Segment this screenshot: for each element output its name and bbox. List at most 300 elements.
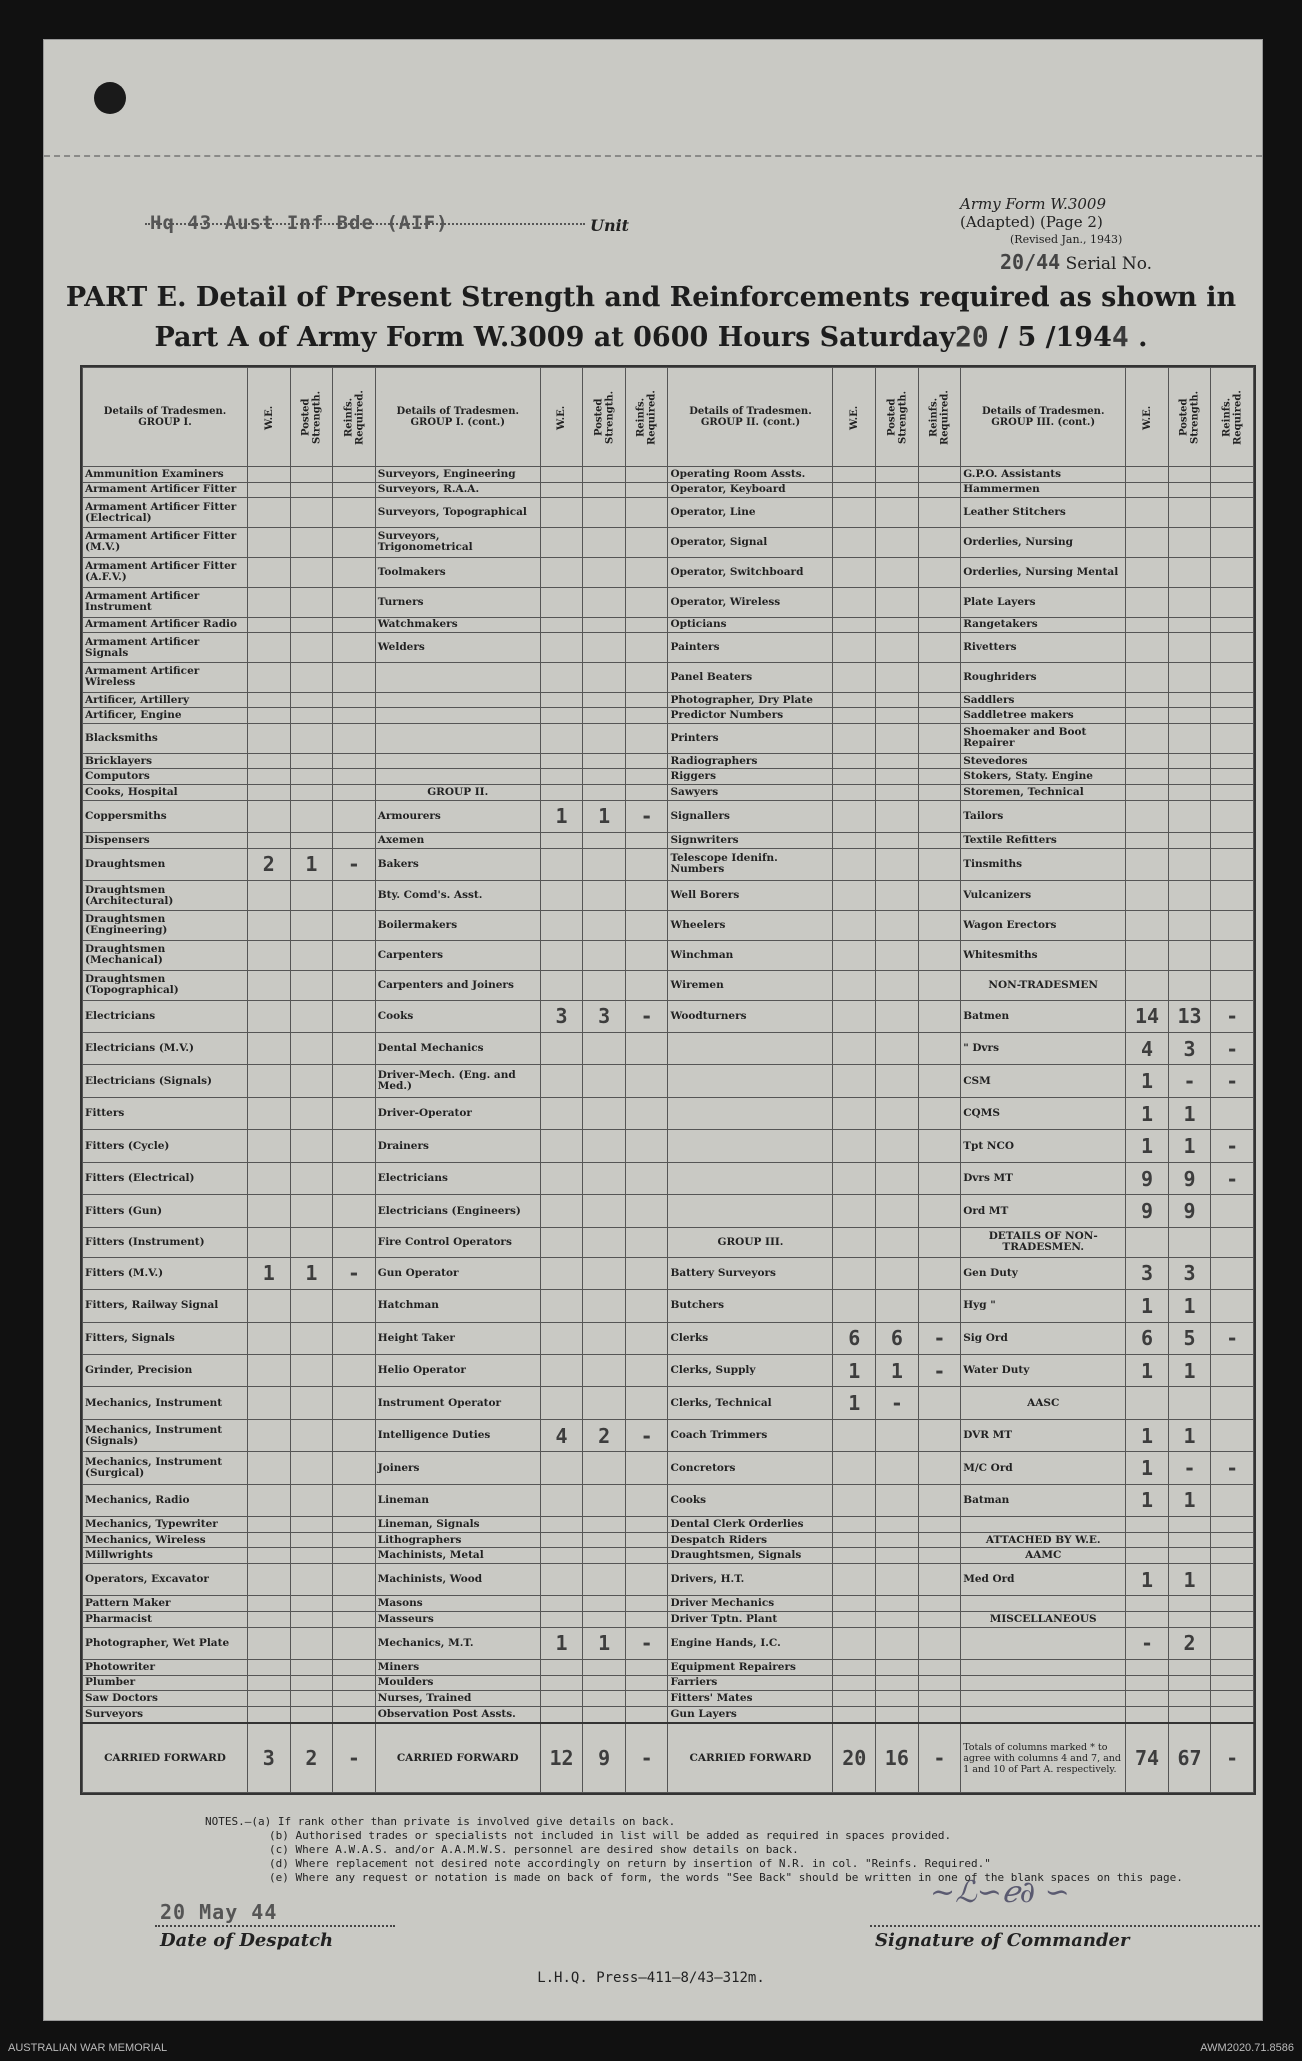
trade-name-g3c: Orderlies, Nursing Mental	[961, 557, 1126, 587]
cell-we	[833, 833, 876, 849]
cell-we	[1126, 1660, 1169, 1676]
cell-posted	[1168, 848, 1211, 880]
cell-we	[540, 833, 583, 849]
table-row	[83, 1195, 1254, 1227]
trade-name-g1: Computors	[83, 769, 248, 785]
trade-name-g1: Cooks, Hospital	[83, 785, 248, 801]
cell-we	[1126, 587, 1169, 617]
cell-reinfs	[918, 1563, 961, 1595]
cell-reinfs	[625, 708, 668, 724]
cell-posted	[876, 1611, 919, 1627]
cell-we	[833, 753, 876, 769]
cell-we	[540, 617, 583, 633]
cell-posted	[1168, 1290, 1211, 1322]
cell-reinfs	[1211, 800, 1254, 832]
form-identifier	[960, 195, 1220, 249]
cell-posted	[290, 1387, 333, 1419]
cell-we	[833, 1532, 876, 1548]
cell-posted	[583, 1660, 626, 1676]
cell-reinfs	[333, 467, 376, 483]
cell-we	[1126, 769, 1169, 785]
cell-we	[540, 753, 583, 769]
trade-name-g1: Operators, Excavator	[83, 1563, 248, 1595]
cf-g1-we: 3	[248, 1723, 291, 1793]
cell-posted	[876, 528, 919, 558]
signature-label: Signature of Commander	[875, 1930, 1130, 1951]
cell-reinfs	[625, 1611, 668, 1627]
printer-imprint: L.H.Q. Press—411—8/43—312m.	[537, 1970, 765, 1986]
trade-name-g1c: Boilermakers	[375, 910, 540, 940]
cell-reinfs	[625, 769, 668, 785]
cell-reinfs	[625, 482, 668, 498]
trade-name-g3c: Rivetters	[961, 633, 1126, 663]
cell-reinfs	[625, 1130, 668, 1162]
cell-we	[540, 1532, 583, 1548]
cell-posted	[290, 1517, 333, 1533]
strength-table	[80, 365, 1256, 1795]
form-revised: (Revised Jan., 1943)	[1010, 233, 1123, 246]
cell-value: 13	[1177, 1004, 1202, 1029]
cell-we	[248, 1419, 291, 1451]
trade-name-g1: Armament Artificer Wireless	[83, 663, 248, 693]
cell-we	[540, 1162, 583, 1194]
cell-posted	[876, 498, 919, 528]
trade-name-g1: Armament Artificer Fitter (Electrical)	[83, 498, 248, 528]
cell-reinfs	[333, 482, 376, 498]
cell-posted	[1168, 1452, 1211, 1484]
trade-name-g3c: Shoemaker and Boot Repairer	[961, 724, 1126, 754]
cell-posted	[876, 708, 919, 724]
note-e: (e) Where any request or notation is made on back of form, the words "See Back" should be written in one of the blank spaces on this page.	[269, 1871, 1183, 1884]
cell-we	[833, 1675, 876, 1691]
trade-name-g1c: Driver-Mech. (Eng. and Med.)	[375, 1065, 540, 1097]
cell-reinfs	[625, 1660, 668, 1676]
cell-reinfs	[1211, 1130, 1254, 1162]
cell-posted	[290, 1484, 333, 1516]
cell-we	[833, 633, 876, 663]
cell-reinfs	[625, 1195, 668, 1227]
cell-posted	[876, 1130, 919, 1162]
cell-posted	[876, 663, 919, 693]
trade-name-g2c: Concretors	[668, 1452, 833, 1484]
table-row	[83, 1162, 1254, 1194]
cell-posted	[1168, 1354, 1211, 1386]
trade-name-g1: Blacksmiths	[83, 724, 248, 754]
trade-name-g3c: Med Ord	[961, 1563, 1126, 1595]
trade-name-g3c: Plate Layers	[961, 587, 1126, 617]
cell-posted	[583, 1130, 626, 1162]
cell-reinfs	[333, 1517, 376, 1533]
table-row	[83, 633, 1254, 663]
table-row	[83, 848, 1254, 880]
cell-value: 1	[1140, 1456, 1154, 1481]
cell-reinfs	[333, 848, 376, 880]
cell-we	[248, 1563, 291, 1595]
cell-we	[248, 833, 291, 849]
cell-we	[248, 482, 291, 498]
cell-we	[833, 1548, 876, 1564]
serial-value: 20/44	[1000, 250, 1061, 274]
table-row	[83, 482, 1254, 498]
cell-value: -	[640, 1631, 653, 1656]
header-we: W.E.	[1126, 368, 1169, 467]
cell-reinfs	[625, 881, 668, 911]
cell-reinfs	[1211, 753, 1254, 769]
cell-reinfs	[1211, 1195, 1254, 1227]
trade-name-g1c: Bty. Comd's. Asst.	[375, 881, 540, 911]
cell-posted	[876, 1706, 919, 1723]
cell-posted	[583, 1452, 626, 1484]
trade-name-g2c: Equipment Repairers	[668, 1660, 833, 1676]
cell-value: 1	[1140, 1488, 1154, 1513]
cell-reinfs	[625, 1675, 668, 1691]
cell-reinfs	[625, 557, 668, 587]
cell-value: 1	[305, 1261, 318, 1286]
cell-posted	[1168, 1691, 1211, 1707]
cell-reinfs	[918, 482, 961, 498]
trade-name-g3c: Saddlers	[961, 692, 1126, 708]
cell-we	[1126, 1611, 1169, 1627]
cell-reinfs	[333, 769, 376, 785]
title-line-2-prefix: Part A of Army Form W.3009 at 0600 Hours Saturday	[154, 322, 956, 353]
table-row	[83, 1322, 1254, 1354]
cell-reinfs	[1211, 1452, 1254, 1484]
trade-name-g1: Armament Artificer Radio	[83, 617, 248, 633]
cell-posted	[876, 1452, 919, 1484]
cell-we	[833, 1033, 876, 1065]
cell-reinfs	[918, 1452, 961, 1484]
cell-we	[248, 881, 291, 911]
trade-name-g1: Pattern Maker	[83, 1596, 248, 1612]
cell-reinfs	[1211, 1660, 1254, 1676]
cf-g3-posted: 67	[1168, 1723, 1211, 1793]
cell-reinfs	[1211, 1596, 1254, 1612]
cell-posted	[583, 1354, 626, 1386]
cell-posted	[876, 970, 919, 1000]
trade-name-g2c: Wiremen	[668, 970, 833, 1000]
header-reinfs: Reinfs. Required.	[625, 368, 668, 467]
trade-name-g2c: Butchers	[668, 1290, 833, 1322]
cell-reinfs	[333, 1033, 376, 1065]
cell-reinfs	[1211, 1227, 1254, 1257]
trade-name-g1c	[375, 724, 540, 754]
cf-g2c-posted: 16	[876, 1723, 919, 1793]
cell-posted	[876, 753, 919, 769]
cell-we	[1126, 692, 1169, 708]
unit-label: Unit	[590, 216, 630, 235]
trade-name-g1c: Nurses, Trained	[375, 1691, 540, 1707]
cell-reinfs	[918, 1322, 961, 1354]
cell-posted	[1168, 528, 1211, 558]
cell-we	[248, 848, 291, 880]
cell-reinfs	[625, 785, 668, 801]
cell-posted	[1168, 1257, 1211, 1289]
cell-posted	[583, 785, 626, 801]
cell-reinfs	[625, 498, 668, 528]
cell-reinfs	[333, 1227, 376, 1257]
cell-value: -	[1226, 1456, 1239, 1481]
cell-value: 9	[1183, 1166, 1196, 1191]
trade-name-g1c: Surveyors, Trigonometrical	[375, 528, 540, 558]
cell-posted	[290, 1000, 333, 1032]
cell-posted	[1168, 1195, 1211, 1227]
cell-we	[833, 1611, 876, 1627]
cell-we	[833, 1065, 876, 1097]
trade-name-g1: Mechanics, Instrument (Surgical)	[83, 1452, 248, 1484]
cell-value: 1	[555, 1631, 568, 1656]
cell-reinfs	[918, 1033, 961, 1065]
header-posted: Posted Strength.	[1168, 368, 1211, 467]
cell-we	[1126, 663, 1169, 693]
cell-value: -	[1226, 1134, 1239, 1159]
cell-reinfs	[333, 1322, 376, 1354]
cf-g2c-reinfs: -	[918, 1723, 961, 1793]
cell-reinfs	[918, 1065, 961, 1097]
cell-posted	[876, 1290, 919, 1322]
cell-reinfs	[625, 1290, 668, 1322]
table-row	[83, 1227, 1254, 1257]
cell-we	[248, 587, 291, 617]
table-row	[83, 1290, 1254, 1322]
date-year-prefix: 194	[1055, 322, 1112, 353]
cell-we	[833, 557, 876, 587]
trade-name-g1c: Lithographers	[375, 1532, 540, 1548]
trade-name-g3c: G.P.O. Assistants	[961, 467, 1126, 483]
cell-value: -	[347, 1261, 360, 1286]
cell-we	[833, 708, 876, 724]
cell-value: 1	[1183, 1134, 1196, 1159]
cell-value: 1	[1140, 1293, 1154, 1318]
trade-name-g3c: AASC	[961, 1387, 1126, 1419]
perforation-line	[44, 155, 1262, 157]
cell-posted	[1168, 663, 1211, 693]
cell-posted	[583, 467, 626, 483]
cell-posted	[583, 557, 626, 587]
cell-posted	[876, 940, 919, 970]
table-row	[83, 1611, 1254, 1627]
cell-posted	[1168, 1097, 1211, 1129]
cell-we	[540, 482, 583, 498]
cell-posted	[290, 1675, 333, 1691]
trade-name-g1: Electricians (Signals)	[83, 1065, 248, 1097]
cell-we	[1126, 633, 1169, 663]
cell-we	[248, 557, 291, 587]
cell-posted	[1168, 1033, 1211, 1065]
cell-reinfs	[625, 1322, 668, 1354]
cell-reinfs	[333, 1627, 376, 1659]
cell-reinfs	[333, 587, 376, 617]
table-row	[83, 1691, 1254, 1707]
cell-posted	[876, 800, 919, 832]
trade-name-g1: Grinder, Precision	[83, 1354, 248, 1386]
cell-posted	[876, 1097, 919, 1129]
cell-reinfs	[1211, 708, 1254, 724]
trade-name-g2c: Riggers	[668, 769, 833, 785]
trade-name-g1: Armament Artificer Fitter (A.F.V.)	[83, 557, 248, 587]
cell-we	[1126, 1227, 1169, 1257]
cell-posted	[876, 1596, 919, 1612]
trade-name-g3c: Wagon Erectors	[961, 910, 1126, 940]
cell-posted	[583, 1322, 626, 1354]
cell-reinfs	[1211, 1097, 1254, 1129]
trade-name-g3c	[961, 1517, 1126, 1533]
cell-we	[540, 1322, 583, 1354]
trade-name-g1c: Electricians (Engineers)	[375, 1195, 540, 1227]
table-row	[83, 557, 1254, 587]
cell-posted	[290, 1290, 333, 1322]
cell-value: 3	[598, 1004, 611, 1029]
cell-reinfs	[333, 970, 376, 1000]
trade-name-g2c: Signallers	[668, 800, 833, 832]
cell-we	[833, 940, 876, 970]
cell-we	[1126, 848, 1169, 880]
cell-reinfs	[918, 1419, 961, 1451]
trade-name-g1c: Mechanics, M.T.	[375, 1627, 540, 1659]
trade-name-g3c: NON-TRADESMEN	[961, 970, 1126, 1000]
cell-posted	[290, 1033, 333, 1065]
cell-posted	[290, 724, 333, 754]
cell-posted	[583, 833, 626, 849]
trade-name-g1c: Intelligence Duties	[375, 1419, 540, 1451]
cell-we	[1126, 881, 1169, 911]
trade-name-g2c: Coach Trimmers	[668, 1419, 833, 1451]
cf-g1c-reinfs: -	[625, 1723, 668, 1793]
cell-reinfs	[1211, 970, 1254, 1000]
cell-posted	[290, 617, 333, 633]
trade-name-g3c: Tailors	[961, 800, 1126, 832]
cell-we	[540, 528, 583, 558]
cell-value: -	[933, 1326, 946, 1351]
cell-posted	[583, 1691, 626, 1707]
cell-posted	[290, 1354, 333, 1386]
cell-we	[1126, 1097, 1169, 1129]
cell-value: 1	[1183, 1567, 1196, 1592]
cell-we	[540, 1195, 583, 1227]
cell-we	[248, 1484, 291, 1516]
trade-name-g2c	[668, 1195, 833, 1227]
cell-we	[833, 1484, 876, 1516]
cell-we	[540, 1563, 583, 1595]
table-row	[83, 1660, 1254, 1676]
trade-name-g3c: Vulcanizers	[961, 881, 1126, 911]
table-row	[83, 1033, 1254, 1065]
cell-we	[1126, 1452, 1169, 1484]
trade-name-g1: Fitters	[83, 1097, 248, 1129]
cell-reinfs	[1211, 881, 1254, 911]
cell-reinfs	[918, 1675, 961, 1691]
table-row	[83, 769, 1254, 785]
cell-reinfs	[1211, 467, 1254, 483]
cell-value: -	[1226, 1004, 1239, 1029]
punch-hole	[94, 82, 126, 114]
table-row	[83, 724, 1254, 754]
cell-we	[833, 1000, 876, 1032]
cell-reinfs	[1211, 940, 1254, 970]
cell-posted	[583, 1065, 626, 1097]
table-row	[83, 1000, 1254, 1032]
header-reinfs: Reinfs. Required.	[1211, 368, 1254, 467]
trade-name-g3c: Orderlies, Nursing	[961, 528, 1126, 558]
carried-forward-row	[83, 1723, 1254, 1793]
cell-posted	[290, 1660, 333, 1676]
cell-value: -	[1226, 1069, 1239, 1094]
cell-posted	[1168, 1517, 1211, 1533]
cell-reinfs	[625, 528, 668, 558]
cell-posted	[583, 708, 626, 724]
cell-we	[540, 769, 583, 785]
cell-value: 5	[1183, 1326, 1196, 1351]
cell-reinfs	[333, 881, 376, 911]
trade-name-g1: Pharmacist	[83, 1611, 248, 1627]
cell-reinfs	[333, 1290, 376, 1322]
cell-posted	[583, 1257, 626, 1289]
cell-value: 1	[1183, 1101, 1196, 1126]
header-posted: Posted Strength.	[583, 368, 626, 467]
cell-reinfs	[625, 724, 668, 754]
cf-g3-we: 74	[1126, 1723, 1169, 1793]
cell-we	[833, 1387, 876, 1419]
cell-we	[540, 1419, 583, 1451]
cell-value: -	[1183, 1456, 1196, 1481]
cell-reinfs	[333, 1065, 376, 1097]
cell-reinfs	[333, 617, 376, 633]
trade-name-g1c: Instrument Operator	[375, 1387, 540, 1419]
table-row	[83, 1130, 1254, 1162]
cell-we	[248, 1000, 291, 1032]
cell-posted	[876, 1354, 919, 1386]
cell-reinfs	[333, 1548, 376, 1564]
cell-we	[1126, 1065, 1169, 1097]
cell-we	[833, 970, 876, 1000]
cell-value: 14	[1134, 1004, 1160, 1029]
cell-posted	[290, 1097, 333, 1129]
cell-reinfs	[1211, 587, 1254, 617]
cell-we	[248, 1596, 291, 1612]
cell-value: 2	[1183, 1631, 1196, 1656]
cell-reinfs	[918, 910, 961, 940]
cell-we	[1126, 1419, 1169, 1451]
cell-we	[248, 1706, 291, 1723]
cell-we	[833, 1097, 876, 1129]
title-line-1: PART E. Detail of Present Strength and Reinforcements required as shown in	[65, 282, 1237, 313]
cell-we	[540, 1596, 583, 1612]
archive-footer	[0, 2037, 1302, 2061]
cell-we	[833, 785, 876, 801]
cell-posted	[1168, 800, 1211, 832]
trade-name-g2c: Signwriters	[668, 833, 833, 849]
cell-we	[833, 1419, 876, 1451]
cell-we	[833, 692, 876, 708]
cell-posted	[290, 833, 333, 849]
header-we: W.E.	[833, 368, 876, 467]
cell-reinfs	[333, 633, 376, 663]
trade-name-g2c: Operator, Keyboard	[668, 482, 833, 498]
cell-value: -	[890, 1391, 903, 1416]
cell-reinfs	[333, 1130, 376, 1162]
cell-reinfs	[1211, 1532, 1254, 1548]
cell-posted	[1168, 692, 1211, 708]
cell-posted	[876, 617, 919, 633]
cell-reinfs	[333, 1097, 376, 1129]
cell-reinfs	[918, 587, 961, 617]
cell-we	[1126, 528, 1169, 558]
cell-reinfs	[918, 833, 961, 849]
cell-posted	[876, 692, 919, 708]
cell-posted	[583, 1387, 626, 1419]
cell-we	[540, 1033, 583, 1065]
cell-posted	[290, 1162, 333, 1194]
cell-we	[1126, 1627, 1169, 1659]
